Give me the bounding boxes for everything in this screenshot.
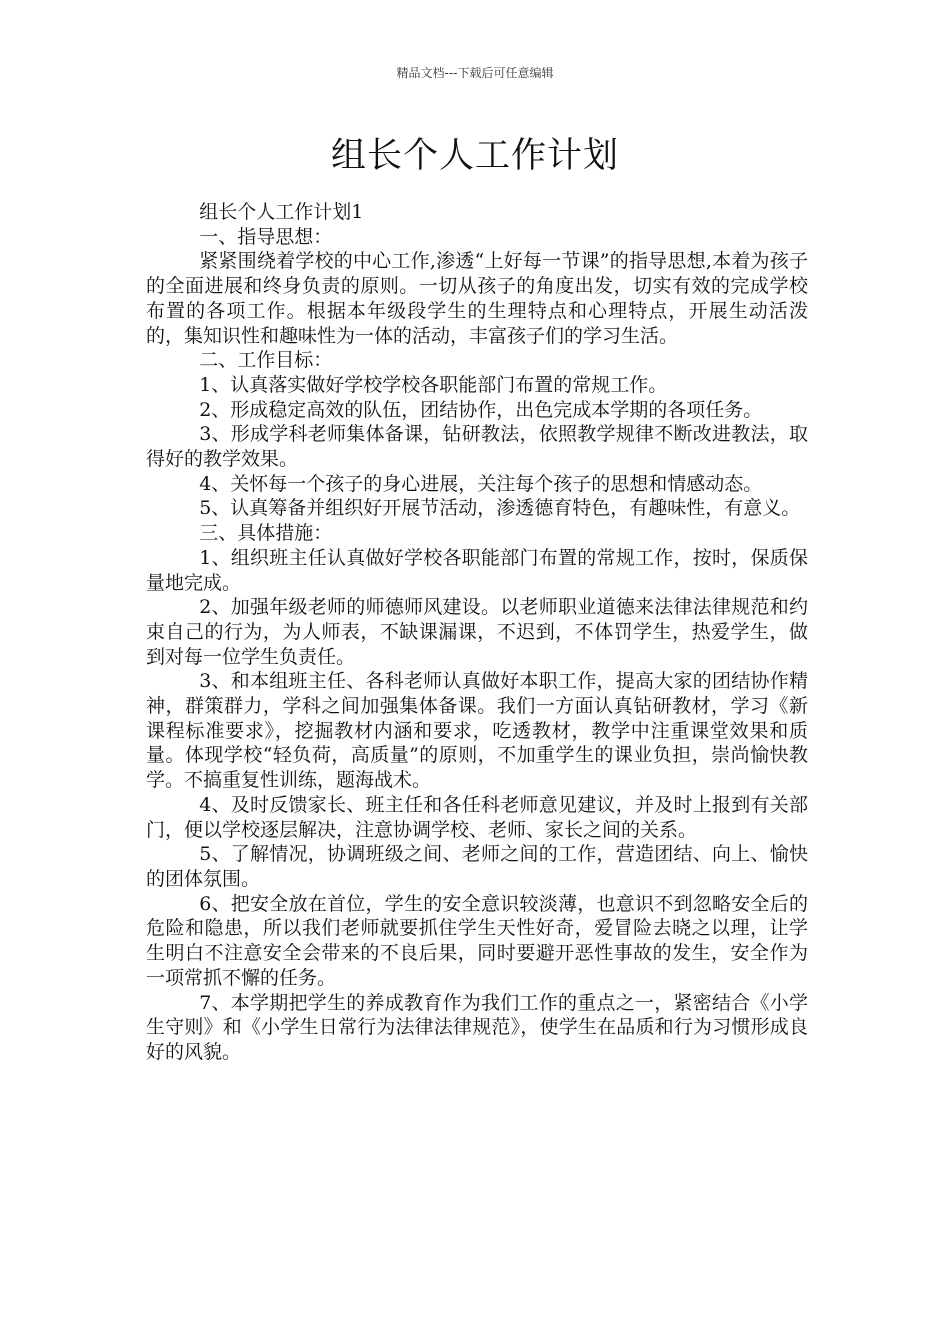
paragraph-guiding-thought: 紧紧围绕着学校的中心工作,渗透“上好每一节课”的指导思想,本着为孩子的全面进展和终身负责的原则。一切从孩子的角度出发，切实有效的完成学校布置的各项工作。根据本年级段学生的生理特点和心理特点，开展生动活泼的，集知识性和趣味性为一体的活动，丰富孩子们的学习生活。: [146, 250, 808, 347]
document-title: 组长个人工作计划: [330, 136, 619, 176]
section-heading-work-goals: 二、工作目标：: [199, 349, 333, 372]
section-heading-measures: 三、具体措施：: [199, 522, 333, 545]
goal-item-1: 1、认真落实做好学校学校各职能部门布置的常规工作。: [199, 373, 668, 396]
goal-item-4: 4、关怀每一个孩子的身心进展，关注每个孩子的思想和情感动态。: [199, 472, 763, 495]
section-heading-guiding-thought: 一、指导思想：: [199, 225, 333, 248]
measure-item-6: 6、把安全放在首位，学生的安全意识较淡薄，也意识不到忽略安全后的危险和隐患，所以我们老师就要抓住学生天性好奇，爱冒险去晓之以理，让学生明白不注意安全会带来的不良后果，同时要避开恶性事故的发生，安全作为一项常抓不懈的任务。: [146, 892, 808, 989]
goal-item-2: 2、形成稳定高效的队伍，团结协作，出色完成本学期的各项任务。: [199, 398, 763, 421]
measure-item-2: 2、加强年级老师的师德师风建设。以老师职业道德来法律法律规范和约束自己的行为，为人师表，不缺课漏课，不迟到，不体罚学生，热爱学生，做到对每一位学生负责任。: [146, 596, 808, 668]
measure-item-3: 3、和本组班主任、各科老师认真做好本职工作，提高大家的团结协作精神，群策群力，学科之间加强集体备课。我们一方面认真钻研教材，学习《新课程标准要求》，挖掘教材内涵和要求，吃透教材，教学中注重课堂效果和质量。体现学校“轻负荷，高质量”的原则，不加重学生的课业负担，崇尚愉快教学。不搞重复性训练，题海战术。: [146, 670, 808, 792]
goal-item-3: 3、形成学科老师集体备课，钻研教法，依照教学规律不断改进教法，取得好的教学效果。: [146, 423, 808, 471]
section-heading-plan-1: 组长个人工作计划1: [199, 201, 364, 223]
document-body: [146, 200, 808, 1065]
goal-item-5: 5、认真筹备并组织好开展节活动，渗透德育特色，有趣味性，有意义。: [199, 497, 801, 520]
measure-item-5: 5、了解情况，协调班级之间、老师之间的工作，营造团结、向上、愉快的团体氛围。: [146, 843, 808, 890]
measure-item-1: 1、组织班主任认真做好学校各职能部门布置的常规工作，按时，保质保量地完成。: [146, 546, 808, 594]
measure-item-7: 7、本学期把学生的养成教育作为我们工作的重点之一，紧密结合《小学生守则》和《小学生日常行为法律法律规范》，使学生在品质和行为习惯形成良好的风貌。: [146, 991, 808, 1063]
measure-item-4: 4、及时反馈家长、班主任和各任科老师意见建议，并及时上报到有关部门，便以学校逐层解决，注意协调学校、老师、家长之间的关系。: [146, 793, 808, 841]
page-header-note: 精品文档---下载后可任意编辑: [396, 66, 554, 80]
